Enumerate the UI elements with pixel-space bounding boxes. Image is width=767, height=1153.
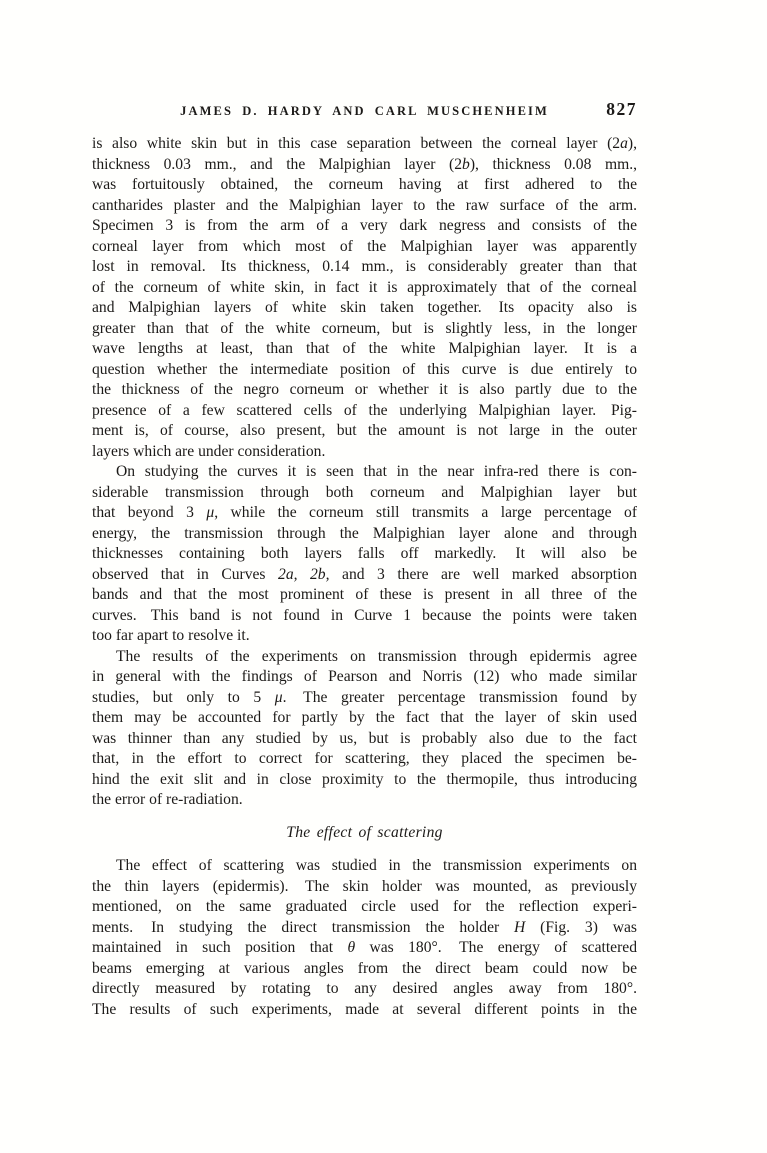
text-line: observed that in Curves 2a, 2b, and 3 there are well marked absorption: [92, 565, 637, 583]
text-line: hind the exit slit and in close proximity to the thermopile, thus introducing: [92, 770, 637, 788]
text-line: is also white skin but in this case separation between the corneal layer (2a),: [92, 135, 637, 152]
text-line: layers which are under consideration.: [92, 442, 326, 460]
text-line: wave lengths at least, than that of the white Malpighian layer. It is a: [92, 340, 637, 357]
running-header: [92, 99, 637, 119]
text-line: presence of a few scattered cells of the underlying Malpighian layer. Pig-: [92, 401, 637, 419]
text-line: thicknesses containing both layers falls off markedly. It will also be: [92, 545, 637, 562]
text-line: The results of the experiments on transmission through epidermis agree: [116, 647, 637, 665]
text-line: The effect of scattering was studied in the transmission experiments on: [116, 857, 637, 874]
text-line: maintained in such position that θ was 180°. The energy of scattered: [92, 939, 637, 956]
text-line: that beyond 3 μ, while the corneum still transmits a large percentage of: [92, 504, 637, 521]
text-line: beams emerging at various angles from the direct beam could now be: [92, 959, 637, 977]
page-body: [92, 134, 637, 1020]
text-line: in general with the findings of Pearson and Norris (12) who made similar: [92, 668, 637, 685]
text-line: too far apart to resolve it.: [92, 627, 250, 644]
text-line: and Malpighian layers of white skin taken together. Its opacity also is: [92, 299, 637, 316]
text-line: greater than that of the white corneum, but is slightly less, in the longer: [92, 319, 637, 337]
section-heading: The effect of scattering: [286, 823, 443, 841]
text-line: Specimen 3 is from the arm of a very dark negress and consists of the: [92, 217, 637, 234]
text-line: them may be accounted for partly by the fact that the layer of skin used: [92, 709, 637, 726]
text-line: the thin layers (epidermis). The skin holder was mounted, as previously: [92, 877, 637, 895]
text-line: thickness 0.03 mm., and the Malpighian layer (2b), thickness 0.08 mm.,: [92, 155, 637, 173]
text-line: directly measured by rotating to any desired angles away from 180°.: [92, 980, 637, 997]
text-line: mentioned, on the same graduated circle used for the reflection experi-: [92, 898, 637, 915]
text-line: was thinner than any studied by us, but is probably also due to the fact: [92, 729, 637, 747]
text-block: [92, 99, 637, 1020]
text-line: siderable transmission through both corneum and Malpighian layer but: [92, 483, 637, 501]
running-title: JAMES D. HARDY AND CARL MUSCHENHEIM: [180, 104, 549, 118]
text-line: question whether the intermediate position of this curve is due entirely to: [92, 360, 637, 378]
text-line: of the corneum of white skin, in fact it is approximately that of the corneal: [92, 278, 637, 296]
text-line: that, in the effort to correct for scattering, they placed the specimen be-: [92, 750, 637, 767]
text-line: lost in removal. Its thickness, 0.14 mm., is considerably greater than that: [92, 258, 637, 275]
text-line: cantharides plaster and the Malpighian layer to the raw surface of the arm.: [92, 196, 637, 214]
text-line: was fortuitously obtained, the corneum having at first adhered to the: [92, 176, 637, 193]
text-line: ments. In studying the direct transmission the holder H (Fig. 3) was: [92, 918, 637, 936]
text-line: corneal layer from which most of the Malpighian layer was apparently: [92, 237, 637, 255]
text-line: ment is, of course, also present, but the amount is not large in the outer: [92, 422, 637, 439]
text-line: energy, the transmission through the Malpighian layer alone and through: [92, 524, 637, 542]
text-line: studies, but only to 5 μ. The greater percentage transmission found by: [92, 688, 637, 706]
text-line: The results of such experiments, made at several different points in the: [92, 1000, 637, 1018]
page-number: 827: [606, 99, 637, 119]
text-line: the thickness of the negro corneum or whether it is also partly due to the: [92, 381, 637, 398]
text-line: bands and that the most prominent of these is present in all three of the: [92, 586, 637, 603]
text-line: On studying the curves it is seen that in the near infra-red there is con-: [116, 463, 637, 480]
text-line: the error of re-radiation.: [92, 791, 243, 808]
text-line: curves. This band is not found in Curve 1 because the points were taken: [92, 606, 637, 624]
